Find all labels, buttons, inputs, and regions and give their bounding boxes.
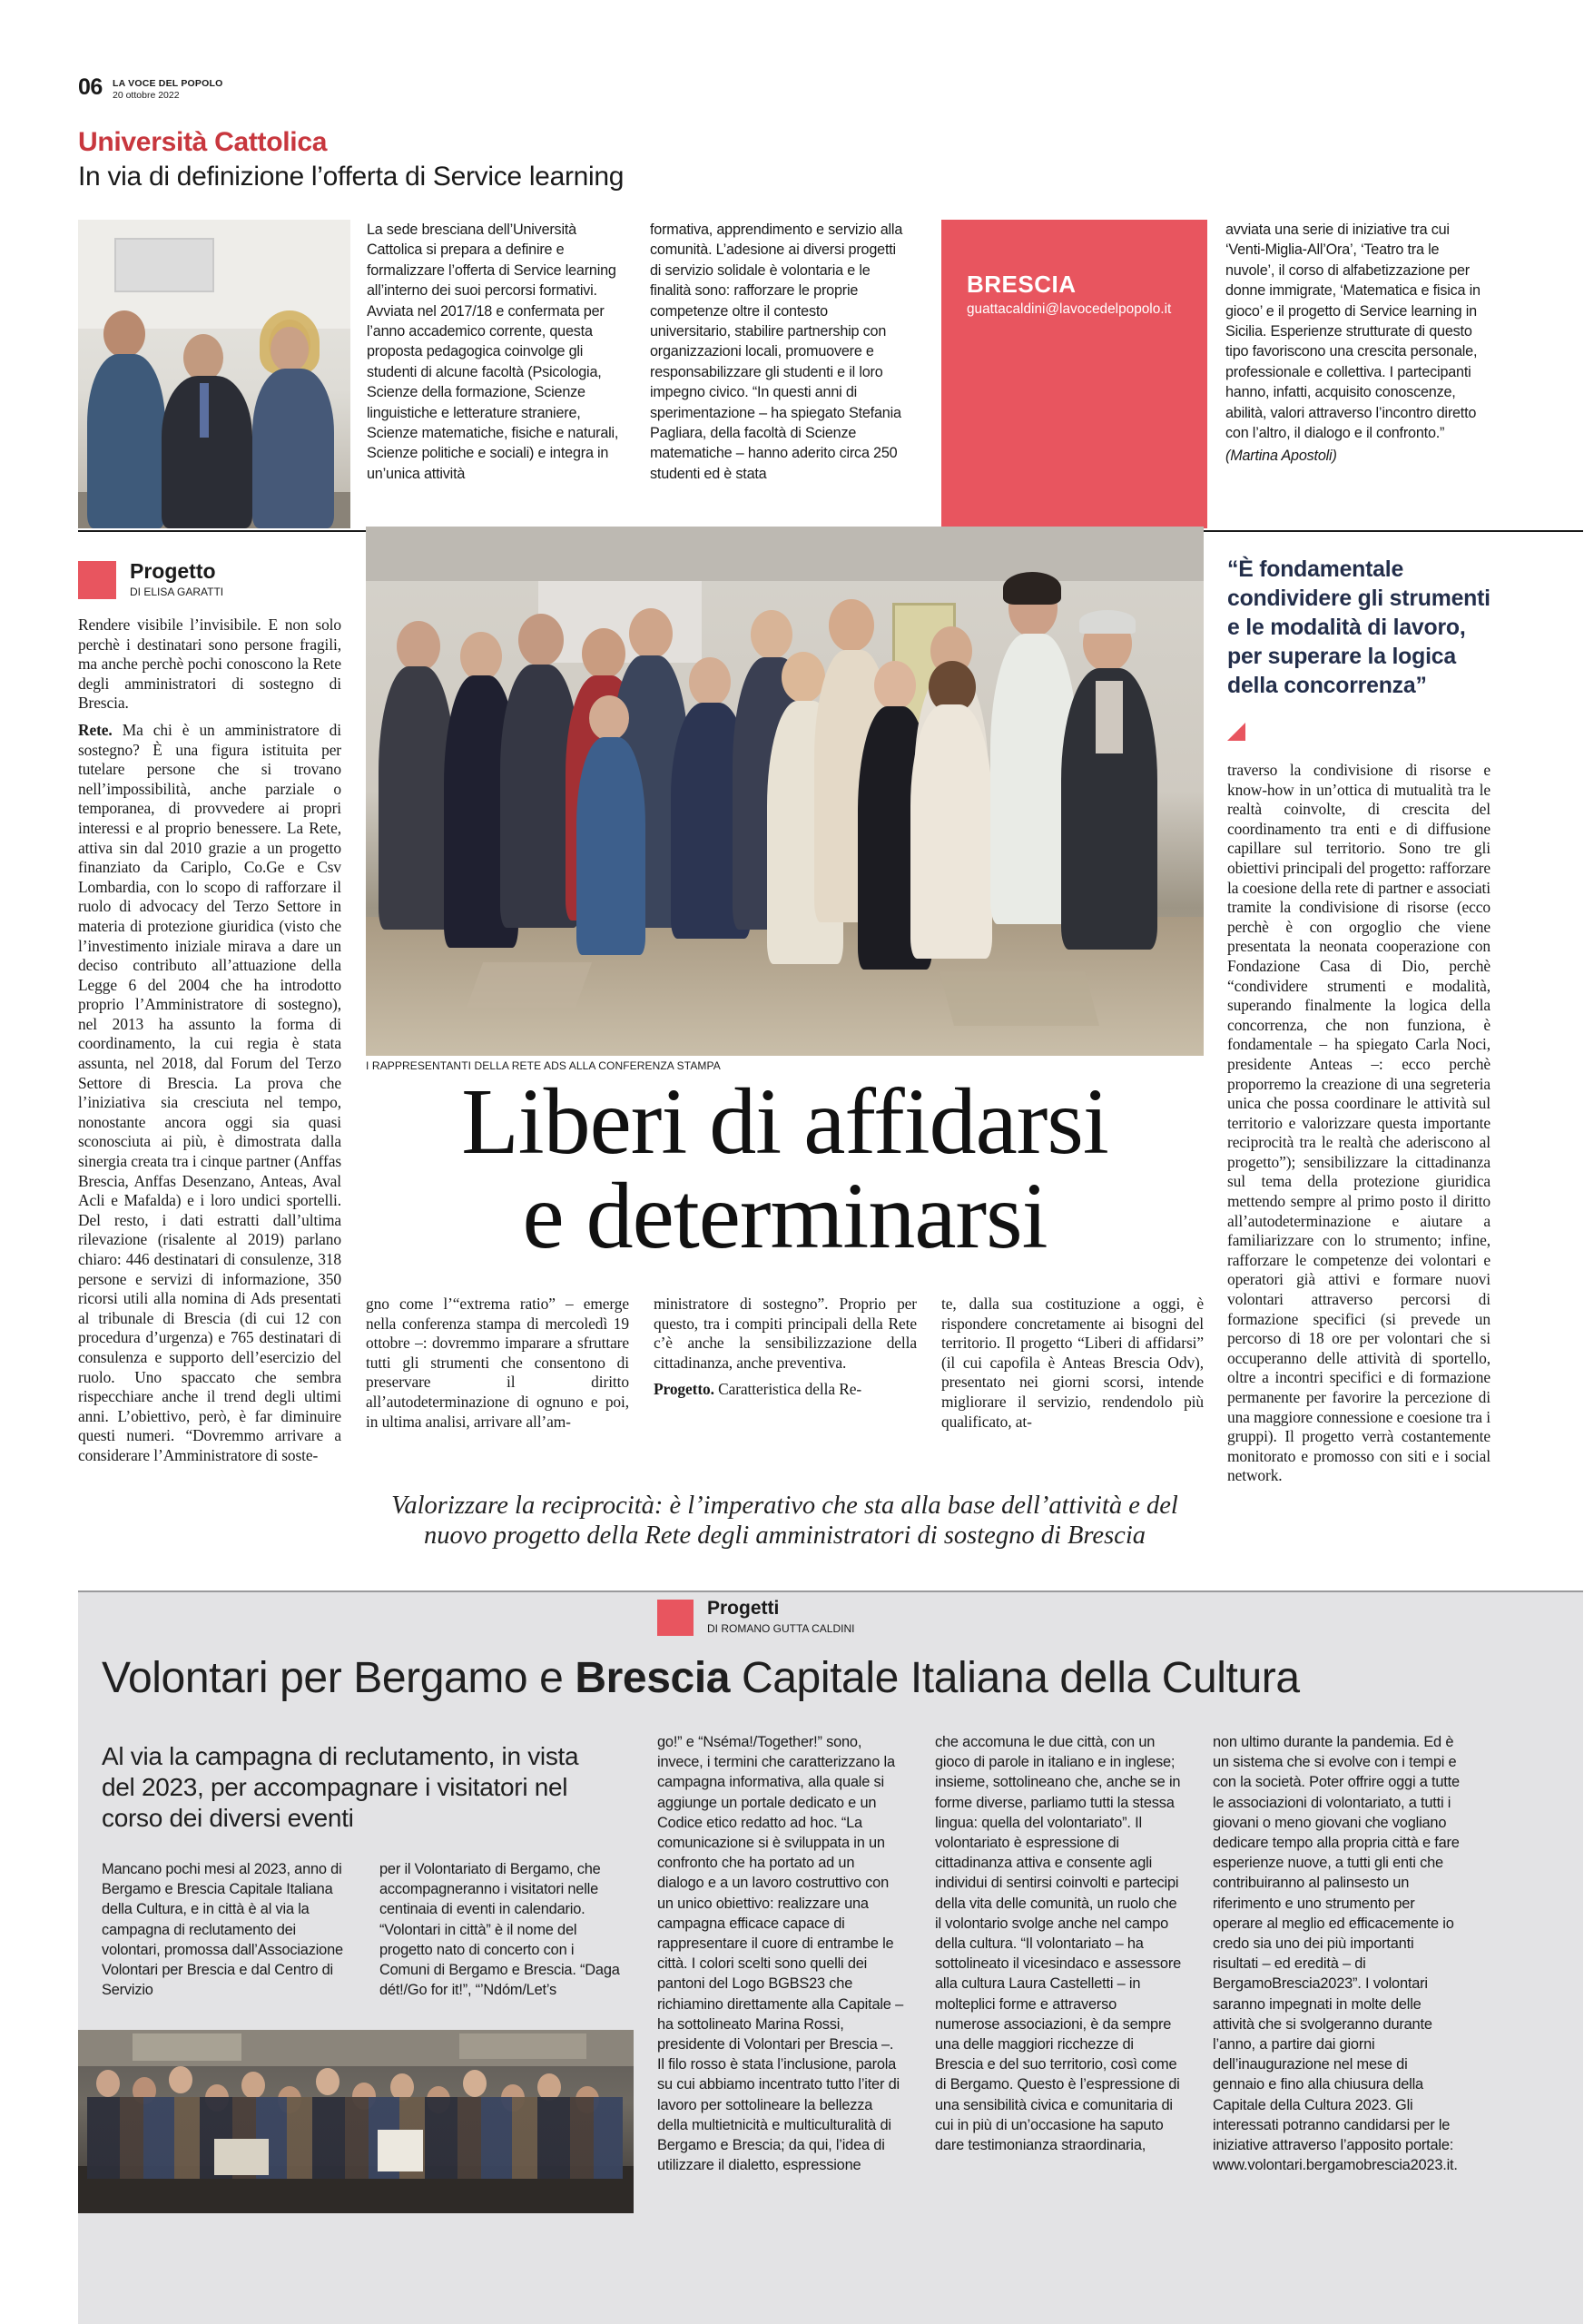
page-number: 06 [78, 74, 103, 100]
article2-section-marker [78, 561, 116, 599]
article1-col2 [650, 220, 906, 528]
article1-col1-text: La sede bresciana dell’Università Cattolica si prepara a definire e formalizzare l’offerta di Service learning all’interno dei suoi percorsi formativi. Avviata nel 2017/18 e confermata per l’anno accademico corrente, questa proposta pedagogica coinvolge gli studenti di alcune facoltà (Psicologia, Scienze della formazione, Scienze linguistiche e letterature straniere, Scienze matematiche, fisiche e naturali, Scienze politiche e sociali) e integra in un’unica attività [367, 222, 619, 482]
article2-rete-label: Rete. [78, 720, 113, 739]
article1-col3 [1225, 220, 1489, 528]
article2-rete-text: Ma chi è un amministratore di sostegno? È una figura istituita per tutelare persone che si trovano nell’impossibilità, anche parziale o temporanea, di provvedere ai propri interessi e al proprio benessere. La Rete, attiva sin dal 2010 grazie a un progetto finanziato da Cariplo, Co.Ge e Csv Lombardia, con lo scopo di rafforzare il ruolo di advocacy del Terzo Settore in materia di protezione giuridica (visto che l’investimento iniziale mirava a dare un deciso contributo all’attuazione della Legge 6 del 2004 che ha introdotto proprio l’Amministratore di sostegno), nel 2013 ha assunto la forma di coordinamento, la cui regia è stata assunta, nel 2018, dal Forum del Terzo Settore di Brescia. La prova che l’iniziativa sia cresciuta nel tempo, nonostante ancora oggi sia quasi sconosciuta ai più, è dimostrata dalla sinergia creata tra i cinque partner (Anffas Brescia, Anffas Desenzano, Anteas, Aval Acli e Mafalda) e i loro undici sportelli. Del resto, i dati estratti dall’ultima rilevazione (risalente al 2019) parlano chiaro: 446 destinatari di consulenze, 318 persone e servizi di informazione, 350 ricorsi utili alla nomina di Ads presentati al tribunale di Brescia (di cui 12 con procedura d’urgenza) e 765 destinatari di consulenza e supporto dell’esercizio del ruolo. Uno spaccato che sembra rispecchiare anche il trend degli ultimi anni. L’obiettivo, però, è far diminuire questi numeri. “Dovremmo arrivare a considerare l’Amministratore di soste- [78, 720, 341, 1464]
issue-date: 20 ottobre 2022 [113, 90, 180, 101]
article1-kicker: Università Cattolica [78, 127, 328, 157]
article3-col2-text: per il Volontariato di Bergamo, che accompagneranno i visitatori nelle centinaia di eventi in calendario. “Volontari in città” è il nome del progetto nato di concerto con i Comuni di Bergamo e Brescia. “Daga dét!/Go for it!”, “’Ndóm/Let’s [379, 1861, 620, 1999]
article2-progetto-text: Caratteristica della Re- [713, 1380, 862, 1399]
article3-col2 [379, 1859, 626, 2021]
article3-headline-part1: Volontari per Bergamo e [102, 1654, 576, 1702]
article1-headline: In via di definizione l’offerta di Service learning [78, 162, 625, 192]
article1-col3-text: avviata una serie di iniziative tra cui ‘Venti-Miglia-All’Ora’, ‘Teatro tra le nuvole’, il corso di alfabetizzazione per donne immigrate, ‘Matematica e fisica in gioco’ e il progetto di Service learning in Sicilia. Esperienze strutturate di questo tipo favoriscono una crescita personale, professionale e collettiva. I partecipanti hanno, infatti, acquisito conoscenze, abilità, valori attraverso l’incontro diretto con l’altro, il dialogo e il confronto.” [1225, 222, 1481, 442]
article2-progetto-label: Progetto. [654, 1380, 714, 1399]
article3-col4-text: che accomuna le due città, con un gioco di parole in italiano e in inglese; insieme, sottolineano che, anche se in forme diverse, parliamo tutti la stessa lingua: quella del volontariato”. Il volontariato è espressione di cittadinanza attiva e consente agli individui di sentirsi coinvolti e partecipi della vita delle comunità, un ruolo che il volontario svolge anche nel campo della cultura. “Il volontariato – ha sottolineato il vicesindaco e assessore alla cultura Laura Castelletti – in molteplici forme e attraverso numerose associazioni, è da sempre una delle maggiori ricchezze di Brescia e del suo territorio, così come di Bergamo. Questo è l’espressione di una sensibilità civica e comunitaria di cui in più di un’occasione ha saputo dare testimonianza straordinaria, [935, 1734, 1181, 2154]
article3-col3 [657, 1732, 904, 2215]
article2-title-line1: Liberi di affidarsi [461, 1069, 1108, 1174]
article2-subtitle: Valorizzare la reciprocità: è l’imperativo che sta alla base dell’attività e del nuovo progetto della Rete degli amministratori di sostegno di Brescia [391, 1492, 1178, 1550]
article3-photo [78, 2030, 634, 2213]
article3-subhead: Al via la campagna di reclutamento, in vista del 2023, per accompagnare i visitatori nel corso dei diversi eventi [102, 1742, 579, 1832]
article3-headline-bold: Brescia [575, 1654, 731, 1702]
article3-col1 [102, 1859, 349, 2021]
article2-col1 [78, 615, 341, 1572]
article2-section: Progetto [130, 559, 216, 583]
article3-headline-part2: Capitale Italiana della Cultura [730, 1654, 1300, 1702]
article2-progetto-para [654, 1380, 917, 1400]
article2-col2 [366, 1295, 629, 1460]
article2-col2-text: gno come l’“extrema ratio” – emerge nella conferenza stampa di mercoledì 19 ottobre –: dovremmo imparare a sfruttare tutti gli strumenti che consentono di preservare il diritto all’autodeterminazione di ognuno e poi, in ultima analisi, arrivare all’am- [366, 1295, 629, 1431]
page-header [78, 74, 350, 105]
article2-pullquote: “È fondamentale condividere gli strumenti e le modalità di lavoro, per superare la logica della concorrenza” [1227, 557, 1491, 698]
article1-col1 [367, 220, 619, 528]
article2-photo-caption: I RAPPRESENTANTI DELLA RETE ADS ALLA CONFERENZA STAMPA [366, 1059, 721, 1072]
brescia-box [941, 220, 1207, 528]
article2-rete-para [78, 721, 341, 1466]
article2-byline: DI ELISA GARATTI [130, 586, 224, 598]
article1-col2-text: formativa, apprendimento e servizio alla comunità. L’adesione ai diversi progetti di servizio solidale è volontaria e le finalità sono: rafforzare le proprie competenze oltre il contesto universitario, stabilire partnership con organizzazioni locali, promuovere e responsabilizzare gli studenti e il loro impegno civico. “In questi anni di sperimentazione – ha spiegato Stefania Pagliara, della facoltà di Scienze matematiche – hanno aderito circa 250 studenti ed è stata [650, 222, 903, 482]
article3-col4 [935, 1732, 1182, 2215]
article2-col5-text: traverso la condivisione di risorse e know-how in un’ottica di mutualità tra le realtà coinvolte, di crescita del coordinamento tra enti e di diffusione capillare sul territorio. Sono tre gli obiettivi principali del progetto: rafforzare la coesione della rete di partner e associati tramite la condivisione di risorse (ecco perchè è con orgoglio che viene presentata la neonata cooperazione con Fondazione Casa di Dio, perchè “condividere strumenti e modalità, superando finalmente la logica della concorrenza, che non funziona, è fondamentale – ha spiegato Carla Noci, presidente Anteas –: ecco perchè proporremo la creazione di una segreteria unica che possa coordinare le attività sul territorio e valorizzare questa importante reciprocità tra le realtà che aderiscono al progetto”); sensibilizzare la cittadinanza sul tema della protezione giuridica mettendo sempre al primo posto il diritto all’autodeterminazione e aiutare a familiarizzare con lo strumento; infine, rafforzare le competenze dei volontari e operatori già attivi e formare nuovi volontari attraverso percorsi di formazione specifici (si prevede un percorso di 18 ore per volontari che si occuperanno delle attività di sportello, oltre a incontri specifici e di formazione permanente per favorire la percezione di una maggiore connessione e coesione tra i gruppi). Il progetto verrà costantemente monitorato e promosso con siti e i social network. [1227, 761, 1491, 1485]
brescia-box-city: BRESCIA [967, 271, 1077, 298]
article2-col4-text: te, dalla sua costituzione a oggi, è rispondere concretamente ai bisogni del territorio. Il progetto “Liberi di affidarsi” (il cui capofila è Anteas Brescia Odv), presentato nei giorni scorsi, intende migliorare il servizio, rendendolo più qualificato, at- [941, 1295, 1204, 1431]
paper-name: LA VOCE DEL POPOLO [113, 78, 223, 89]
article2-col5 [1227, 761, 1491, 1574]
article1-signature: (Martina Apostoli) [1225, 448, 1337, 465]
article2-title-line2: e determinarsi [522, 1164, 1048, 1268]
article1-photo [78, 220, 350, 528]
article3-section: Progetti [707, 1598, 780, 1619]
article2-col3-text: ministratore di sostegno”. Proprio per questo, tra i compiti principali della Rete c’è anche la sensibilizzazione della cittadinanza, anche preventiva. [654, 1295, 917, 1372]
triangle-mark-icon [1227, 723, 1245, 741]
article2-col3 [654, 1295, 917, 1460]
article2-lead: Rendere visibile l’invisibile. E non solo perchè i destinatari sono persone fragili, ma anche perchè pochi conoscono la Rete degli amministratori di sostegno di Brescia. [78, 615, 341, 713]
article2-col4 [941, 1295, 1204, 1460]
article3-section-marker [657, 1600, 694, 1636]
brescia-box-email: guattacaldini@lavocedelpopolo.it [967, 301, 1172, 317]
article3-col5-text: non ultimo durante la pandemia. Ed è un sistema che si evolve con i tempi e con la società. Poter offrire oggi a tutte le associazioni di volontariato, a tutti i giovani o meno giovani che vogliano dedicare tempo alla propria città e fare esperienze nuove, a tutti gli enti che contribuiranno al palinsesto un riferimento e uno strumento per operare al meglio ed efficacemente io credo sia uno dei più importanti risultati – ed eredità – di BergamoBrescia2023”. I volontari saranno impegnati in molte delle attività che si svolgeranno durante l’anno, a partire dai giorni dell’inaugurazione nel mese di gennaio e fino alla chiusura della Capitale della Cultura 2023. Gli interessati potranno candidarsi per le iniziative attraverso l’apposito portale: www.volontari.bergamobrescia2023.it. [1213, 1734, 1460, 2174]
article3-headline [102, 1652, 1300, 1705]
article3-col1-text: Mancano pochi mesi al 2023, anno di Bergamo e Brescia Capitale Italiana della Cultura, e in città è al via la campagna di reclutamento dei volontari, promossa dall’Associazione Volontari per Brescia e dal Centro di Servizio [102, 1861, 343, 1999]
article2-photo [366, 527, 1204, 1056]
article3-col5 [1213, 1732, 1460, 2215]
article3-byline: DI ROMANO GUTTA CALDINI [707, 1622, 855, 1635]
article3-col3-text: go!” e “Nséma!/Together!” sono, invece, i termini che caratterizzano la campagna informativa, alla quale si aggiunge un portale dedicato e un Codice etico redatto ad hoc. “La comunicazione si è sviluppata in un confronto che ha portato ad un dialogo e a un lavoro costruttivo con un unico obiettivo: realizzare una campagna efficace capace di rappresentare il cuore di entrambe le città. I colori scelti sono quelli dei pantoni del Logo BGBS23 che richiamino direttamente alla Capitale – ha sottolineato Marina Rossi, presidente di Volontari per Brescia –. Il filo rosso è stata l’inclusione, parola su cui abbiamo incentrato tutto l’iter di lavoro per sottolineare la bellezza della multietnicità e multiculturalità di Bergamo e Brescia; da qui, l’idea di utilizzare il dialetto, espressione [657, 1734, 903, 2174]
